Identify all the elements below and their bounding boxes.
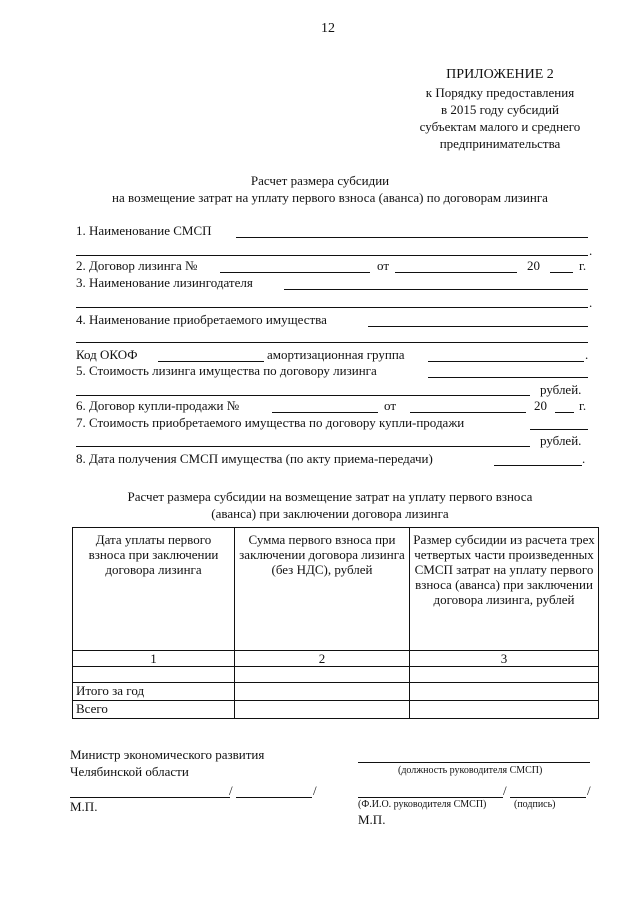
stamp-place-left: М.П. — [70, 799, 98, 814]
appendix-line: в 2015 году субсидий — [441, 102, 559, 117]
rub-label: рублей. — [540, 382, 582, 397]
minister-title: Министр экономического развития — [70, 747, 265, 762]
fio-caption: (Ф.И.О. руководителя СМСП) — [358, 799, 487, 810]
position-line[interactable] — [358, 762, 590, 763]
minister-sign-line[interactable] — [236, 797, 312, 798]
table-cell[interactable] — [410, 683, 599, 701]
field-lease-year-line[interactable] — [550, 272, 573, 273]
field-lease-cost-line[interactable] — [428, 377, 588, 378]
slash: / — [313, 783, 317, 798]
okof-label: Код ОКОФ — [76, 347, 138, 362]
field-lessor-line[interactable] — [284, 289, 588, 290]
field-amort-line[interactable] — [428, 361, 584, 362]
field-property-line[interactable] — [368, 326, 588, 327]
sign-caption: (подпись) — [514, 799, 556, 810]
table-cell[interactable] — [410, 667, 599, 683]
table-title-line2: (аванса) при заключении договора лизинга — [211, 506, 449, 521]
appendix-title: ПРИЛОЖЕНИЕ 2 — [446, 67, 554, 82]
total-label: Всего — [73, 701, 235, 719]
from-label: от — [384, 398, 397, 413]
appendix-line: предпринимательства — [439, 136, 561, 151]
field-lease-label: 2. Договор лизинга № — [76, 258, 198, 273]
fio-line[interactable] — [358, 797, 503, 798]
appendix-line: субъектам малого и среднего — [419, 119, 581, 134]
year-label: 20 — [527, 258, 540, 273]
field-purchase-cost-line2[interactable] — [76, 446, 530, 447]
table-cell[interactable] — [73, 667, 235, 683]
table-cell[interactable] — [410, 701, 599, 719]
header-first-payment-sum: Сумма первого взноса при заключении договора лизинга (без НДС), рублей — [235, 528, 410, 651]
slash: / — [229, 783, 233, 798]
header-payment-date: Дата уплаты первого взноса при заключении договора лизинга — [73, 528, 235, 651]
field-lessor-line2[interactable] — [76, 307, 588, 308]
field-lessor-label: 3. Наименование лизингодателя — [76, 275, 253, 290]
column-number: 1 — [73, 651, 235, 667]
stamp-place-right: М.П. — [358, 812, 386, 827]
table-row-total-year — [73, 683, 599, 701]
field-purchase-label: 6. Договор купли-продажи № — [76, 398, 240, 413]
dot: . — [582, 451, 586, 466]
table-cell[interactable] — [235, 667, 410, 683]
from-label: от — [377, 258, 390, 273]
field-purchase-number-line[interactable] — [272, 412, 378, 413]
dot: . — [585, 347, 589, 362]
table-number-row — [73, 651, 599, 667]
field-property-label: 4. Наименование приобретаемого имущества — [76, 312, 327, 327]
rub-label: рублей. — [540, 433, 582, 448]
subsidy-table — [72, 527, 599, 719]
year-label: 20 — [534, 398, 547, 413]
minister-name-line[interactable] — [70, 797, 230, 798]
field-lease-date-line[interactable] — [395, 272, 517, 273]
column-number: 3 — [410, 651, 599, 667]
year-suffix: г. — [579, 258, 587, 273]
table-title-line1: Расчет размера субсидии на возмещение затрат на уплату первого взноса — [127, 489, 533, 504]
table-cell[interactable] — [235, 683, 410, 701]
slash: / — [503, 783, 507, 798]
total-year-label: Итого за год — [73, 683, 235, 701]
year-suffix: г. — [579, 398, 587, 413]
position-caption: (должность руководителя СМСП) — [398, 765, 543, 776]
field-lease-cost-line2[interactable] — [76, 395, 530, 396]
page-number: 12 — [321, 21, 335, 36]
table-header-row — [73, 528, 599, 651]
field-receipt-date-label: 8. Дата получения СМСП имущества (по акту приема-передачи) — [76, 451, 433, 466]
field-purchase-year-line[interactable] — [555, 412, 574, 413]
table-cell[interactable] — [235, 701, 410, 719]
column-number: 2 — [235, 651, 410, 667]
field-smsp-label: 1. Наименование СМСП — [76, 223, 212, 238]
field-smsp-line2[interactable] — [76, 255, 588, 256]
slash: / — [587, 783, 591, 798]
sign-line[interactable] — [510, 797, 586, 798]
field-smsp-line[interactable] — [236, 237, 588, 238]
dot: . — [589, 295, 593, 310]
field-purchase-cost-line[interactable] — [530, 429, 588, 430]
table-row-total — [73, 701, 599, 719]
table-row — [73, 667, 599, 683]
field-receipt-date-line[interactable] — [494, 465, 582, 466]
doc-title-line2: на возмещение затрат на уплату первого взноса (аванса) по договорам лизинга — [112, 190, 548, 205]
doc-title-line1: Расчет размера субсидии — [250, 173, 390, 188]
field-purchase-date-line[interactable] — [410, 412, 526, 413]
field-okof-line[interactable] — [158, 361, 264, 362]
header-subsidy-amount: Размер субсидии из расчета трех четвертых части произведенных СМСП затрат на уплату первого взноса (аванса) при заключении договора лизинга, рублей — [410, 528, 599, 651]
appendix-line: к Порядку предоставления — [425, 85, 575, 100]
field-purchase-cost-label: 7. Стоимость приобретаемого имущества по договору купли-продажи — [76, 415, 465, 430]
minister-region: Челябинской области — [70, 764, 189, 779]
dot: . — [589, 243, 593, 258]
amort-label: амортизационная группа — [267, 347, 405, 362]
field-lease-cost-label: 5. Стоимость лизинга имущества по договору лизинга — [76, 363, 377, 378]
field-lease-number-line[interactable] — [220, 272, 370, 273]
field-property-line2[interactable] — [76, 342, 588, 343]
